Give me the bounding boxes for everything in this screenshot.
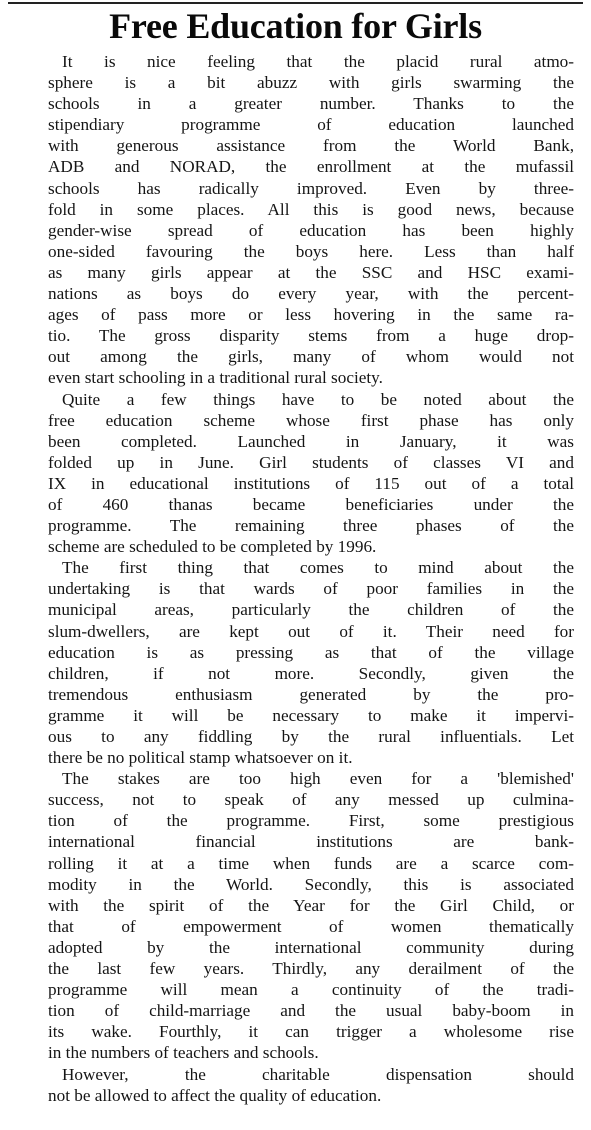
text-line: Quite a few things have to be noted about the (62, 389, 574, 409)
text-line: free education scheme whose first phase has only (48, 410, 574, 430)
text-line: gender-wise spread of education has been highly (48, 220, 574, 240)
text-line: gramme it will be necessary to make it impervi- (48, 705, 574, 725)
text-line: international financial institutions are bank- (48, 832, 574, 852)
top-rule (8, 2, 583, 4)
text-line: The first thing that comes to mind about the (62, 558, 574, 578)
text-line: sphere is a bit abuzz with girls swarming the (48, 73, 574, 93)
text-line: nations as boys do every year, with the percent- (48, 284, 574, 304)
text-line: the last few years. Thirdly, any derailment of the (48, 959, 574, 979)
text-line: with the spirit of the Year for the Girl Child, or (48, 895, 574, 915)
text-line: stipendiary programme of education launched (48, 115, 574, 135)
paragraph-3 (48, 557, 574, 768)
text-line: one-sided favouring the boys here. Less than half (48, 241, 574, 261)
text-line: out among the girls, many of whom would not (48, 347, 574, 367)
text-line: there be no political stamp whatsoever on it. (48, 748, 353, 768)
text-line: tion of child-marriage and the usual baby-boom in (48, 1001, 574, 1021)
text-line: schools in a greater number. Thanks to the (48, 94, 574, 114)
article-body (48, 51, 574, 1106)
text-line: ADB and NORAD, the enrollment at the mufassil (48, 157, 574, 177)
text-line: ous to any fiddling by the rural influentials. Let (48, 727, 574, 746)
text-line: even start schooling in a traditional rural society. (48, 368, 383, 388)
text-line: in the numbers of teachers and schools. (48, 1043, 319, 1063)
text-line: scheme are scheduled to be completed by 1996. (48, 537, 377, 557)
text-line: that of empowerment of women thematically (48, 916, 574, 936)
text-line: It is nice feeling that the placid rural atmo- (62, 52, 574, 71)
paragraph-1 (48, 51, 574, 389)
text-line: its wake. Fourthly, it can trigger a wholesome rise (48, 1022, 574, 1042)
text-line: tion of the programme. First, some prestigious (48, 811, 574, 831)
text-line: rolling it at a time when funds are a scarce com- (48, 853, 574, 873)
text-line: However, the charitable dispensation should (62, 1064, 574, 1084)
text-line: success, not to speak of any messed up culmina- (48, 790, 574, 810)
text-line: folded up in June. Girl students of classes VI and (48, 452, 574, 472)
text-line: programme will mean a continuity of the tradi- (48, 980, 574, 1000)
article-headline: Free Education for Girls (109, 6, 482, 46)
text-line: programme. The remaining three phases of the (48, 516, 574, 536)
paragraph-4 (48, 768, 574, 1063)
text-line: children, if not more. Secondly, given the (48, 663, 574, 683)
paragraph-5 (48, 1064, 574, 1106)
text-line: slum-dwellers, are kept out of it. Their need for (48, 621, 574, 641)
text-line: tremendous enthusiasm generated by the pro- (48, 684, 574, 704)
text-line: undertaking is that wards of poor families in the (48, 579, 574, 599)
text-line: modity in the World. Secondly, this is associated (48, 874, 574, 894)
paragraph-2 (48, 389, 574, 558)
text-line: tio. The gross disparity stems from a huge drop- (48, 326, 574, 346)
text-line: adopted by the international community during (48, 937, 574, 957)
text-line: as many girls appear at the SSC and HSC exami- (48, 262, 574, 282)
text-line: IX in educational institutions of 115 out of a total (48, 473, 574, 493)
text-line: not be allowed to affect the quality of education. (48, 1085, 382, 1105)
text-line: with generous assistance from the World Bank, (48, 136, 574, 156)
text-line: been completed. Launched in January, it was (48, 431, 574, 451)
text-line: of 460 thanas became beneficiaries under the (48, 494, 574, 514)
text-line: fold in some places. All this is good news, because (48, 199, 574, 219)
text-line: municipal areas, particularly the children of the (48, 600, 574, 620)
text-line: ages of pass more or less hovering in the same ra- (48, 305, 574, 325)
text-line: The stakes are too high even for a 'blemished' (62, 769, 574, 789)
text-line: education is as pressing as that of the village (48, 642, 574, 662)
text-line: schools has radically improved. Even by three- (48, 178, 574, 198)
